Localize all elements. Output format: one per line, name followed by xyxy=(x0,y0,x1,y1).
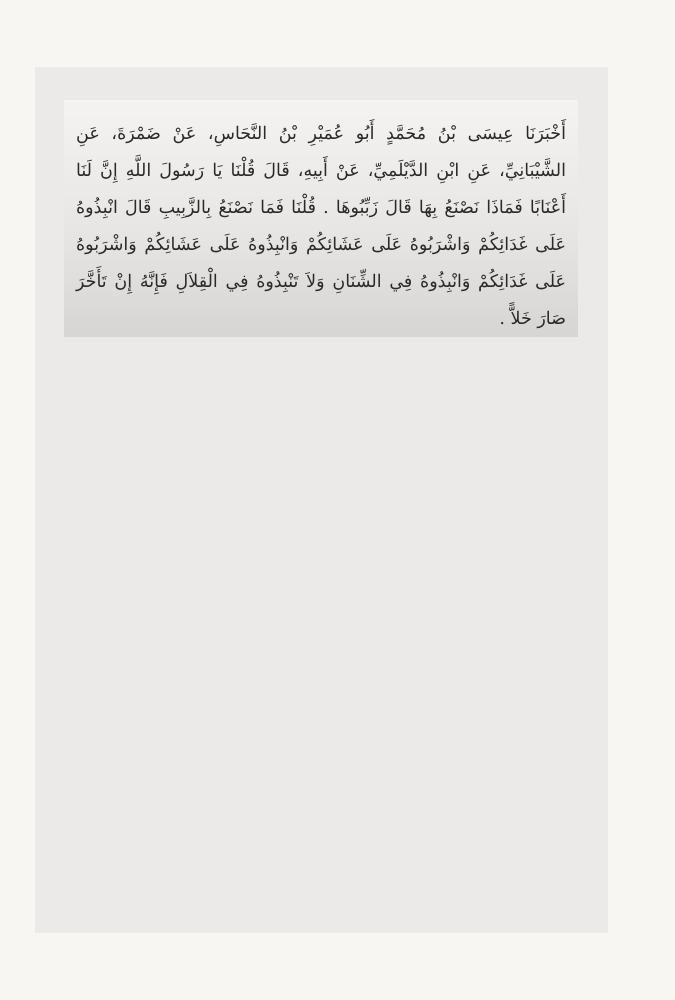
hadith-paragraph: أَخْبَرَنَا عِيسَى بْنُ مُحَمَّدٍ أَبُو عُمَيْرِ بْنُ النَّحَاسِ، عَنْ ضَمْرَةَ، عَنِ الشَّيْبَانِيِّ، عَنِ ابْنِ الدَّيْلَمِيِّ، عَنْ أَبِيهِ، قَالَ قُلْنَا يَا رَسُولَ اللَّهِ إِنَّ لَنَا أَعْنَابًا فَمَاذَا نَصْنَعُ بِهَا قَالَ زَبِّبُوهَا . قُلْنَا فَمَا نَصْنَعُ بِالزَّبِيبِ قَالَ انْبِذُوهُ عَلَى غَدَائِكُمْ وَاشْرَبُوهُ عَلَى عَشَائِكُمْ وَانْبِذُوهُ عَلَى عَشَائِكُمْ وَاشْرَبُوهُ عَلَى غَدَائِكُمْ وَانْبِذُوهُ فِي الشِّنَانِ وَلاَ تَنْبِذُوهُ فِي الْقِلاَلِ فَإِنَّهُ إِنْ تَأَخَّرَ صَارَ خَلاًّ . xyxy=(76,124,566,329)
hadith-text-box xyxy=(64,100,578,337)
document-page xyxy=(35,67,608,933)
